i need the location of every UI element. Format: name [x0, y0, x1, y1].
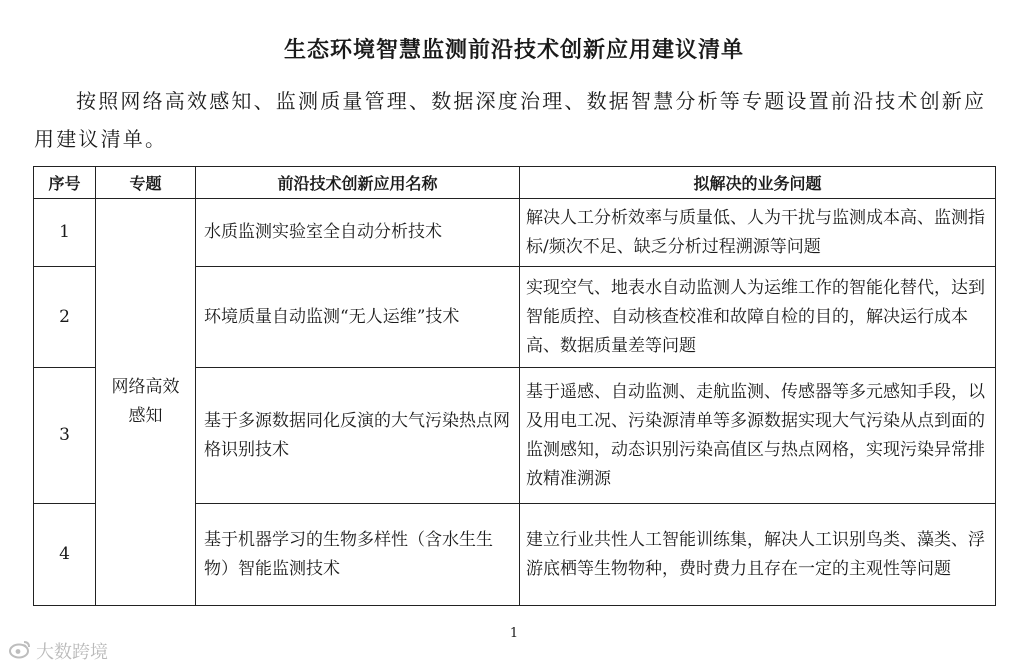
document-title: 生态环境智慧监测前沿技术创新应用建议清单	[283, 38, 744, 63]
header-name: 前沿技术创新应用名称	[196, 167, 520, 199]
row-name: 环境质量自动监测“无人运维”技术	[196, 267, 520, 368]
header-problem: 拟解决的业务问题	[520, 167, 996, 199]
header-seq: 序号	[34, 167, 96, 199]
row-problem: 实现空气、地表水自动监测人为运维工作的智能化替代，达到智能质控、自动核查校准和故障自检的目的，解决运行成本高、数据质量差等问题	[520, 267, 996, 368]
row-name: 基于机器学习的生物多样性（含水生生物）智能监测技术	[196, 504, 520, 606]
watermark	[8, 638, 108, 664]
row-name: 基于多源数据同化反演的大气污染热点网格识别技术	[196, 368, 520, 504]
watermark-text: 大数跨境	[36, 642, 108, 663]
row-problem: 解决人工分析效率与质量低、人为干扰与监测成本高、监测指标/频次不足、缺乏分析过程溯源等问题	[520, 199, 996, 267]
row-seq: 3	[34, 368, 96, 504]
table-row	[34, 199, 996, 267]
row-name: 水质监测实验室全自动分析技术	[196, 199, 520, 267]
row-problem: 建立行业共性人工智能训练集，解决人工识别鸟类、藻类、浮游底栖等生物物种，费时费力且存在一定的主观性等问题	[520, 504, 996, 606]
recommendation-table	[33, 166, 996, 606]
intro-paragraph: 按照网络高效感知、监测质量管理、数据深度治理、数据智慧分析等专题设置前沿技术创新应用建议清单。	[34, 89, 987, 151]
row-problem: 基于遥感、自动监测、走航监测、传感器等多元感知手段，以及用电工况、污染源清单等多源数据实现大气污染从点到面的监测感知，动态识别污染高值区与热点网格，实现污染异常排放精准溯源	[520, 368, 996, 504]
row-seq: 2	[34, 267, 96, 368]
header-topic: 专题	[96, 167, 196, 199]
table-header-row	[34, 167, 996, 199]
row-seq: 4	[34, 504, 96, 606]
row-seq: 1	[34, 199, 96, 267]
topic-cell: 网络高效感知	[96, 199, 196, 606]
weibo-icon	[8, 639, 32, 664]
page-number: 1	[509, 626, 519, 641]
